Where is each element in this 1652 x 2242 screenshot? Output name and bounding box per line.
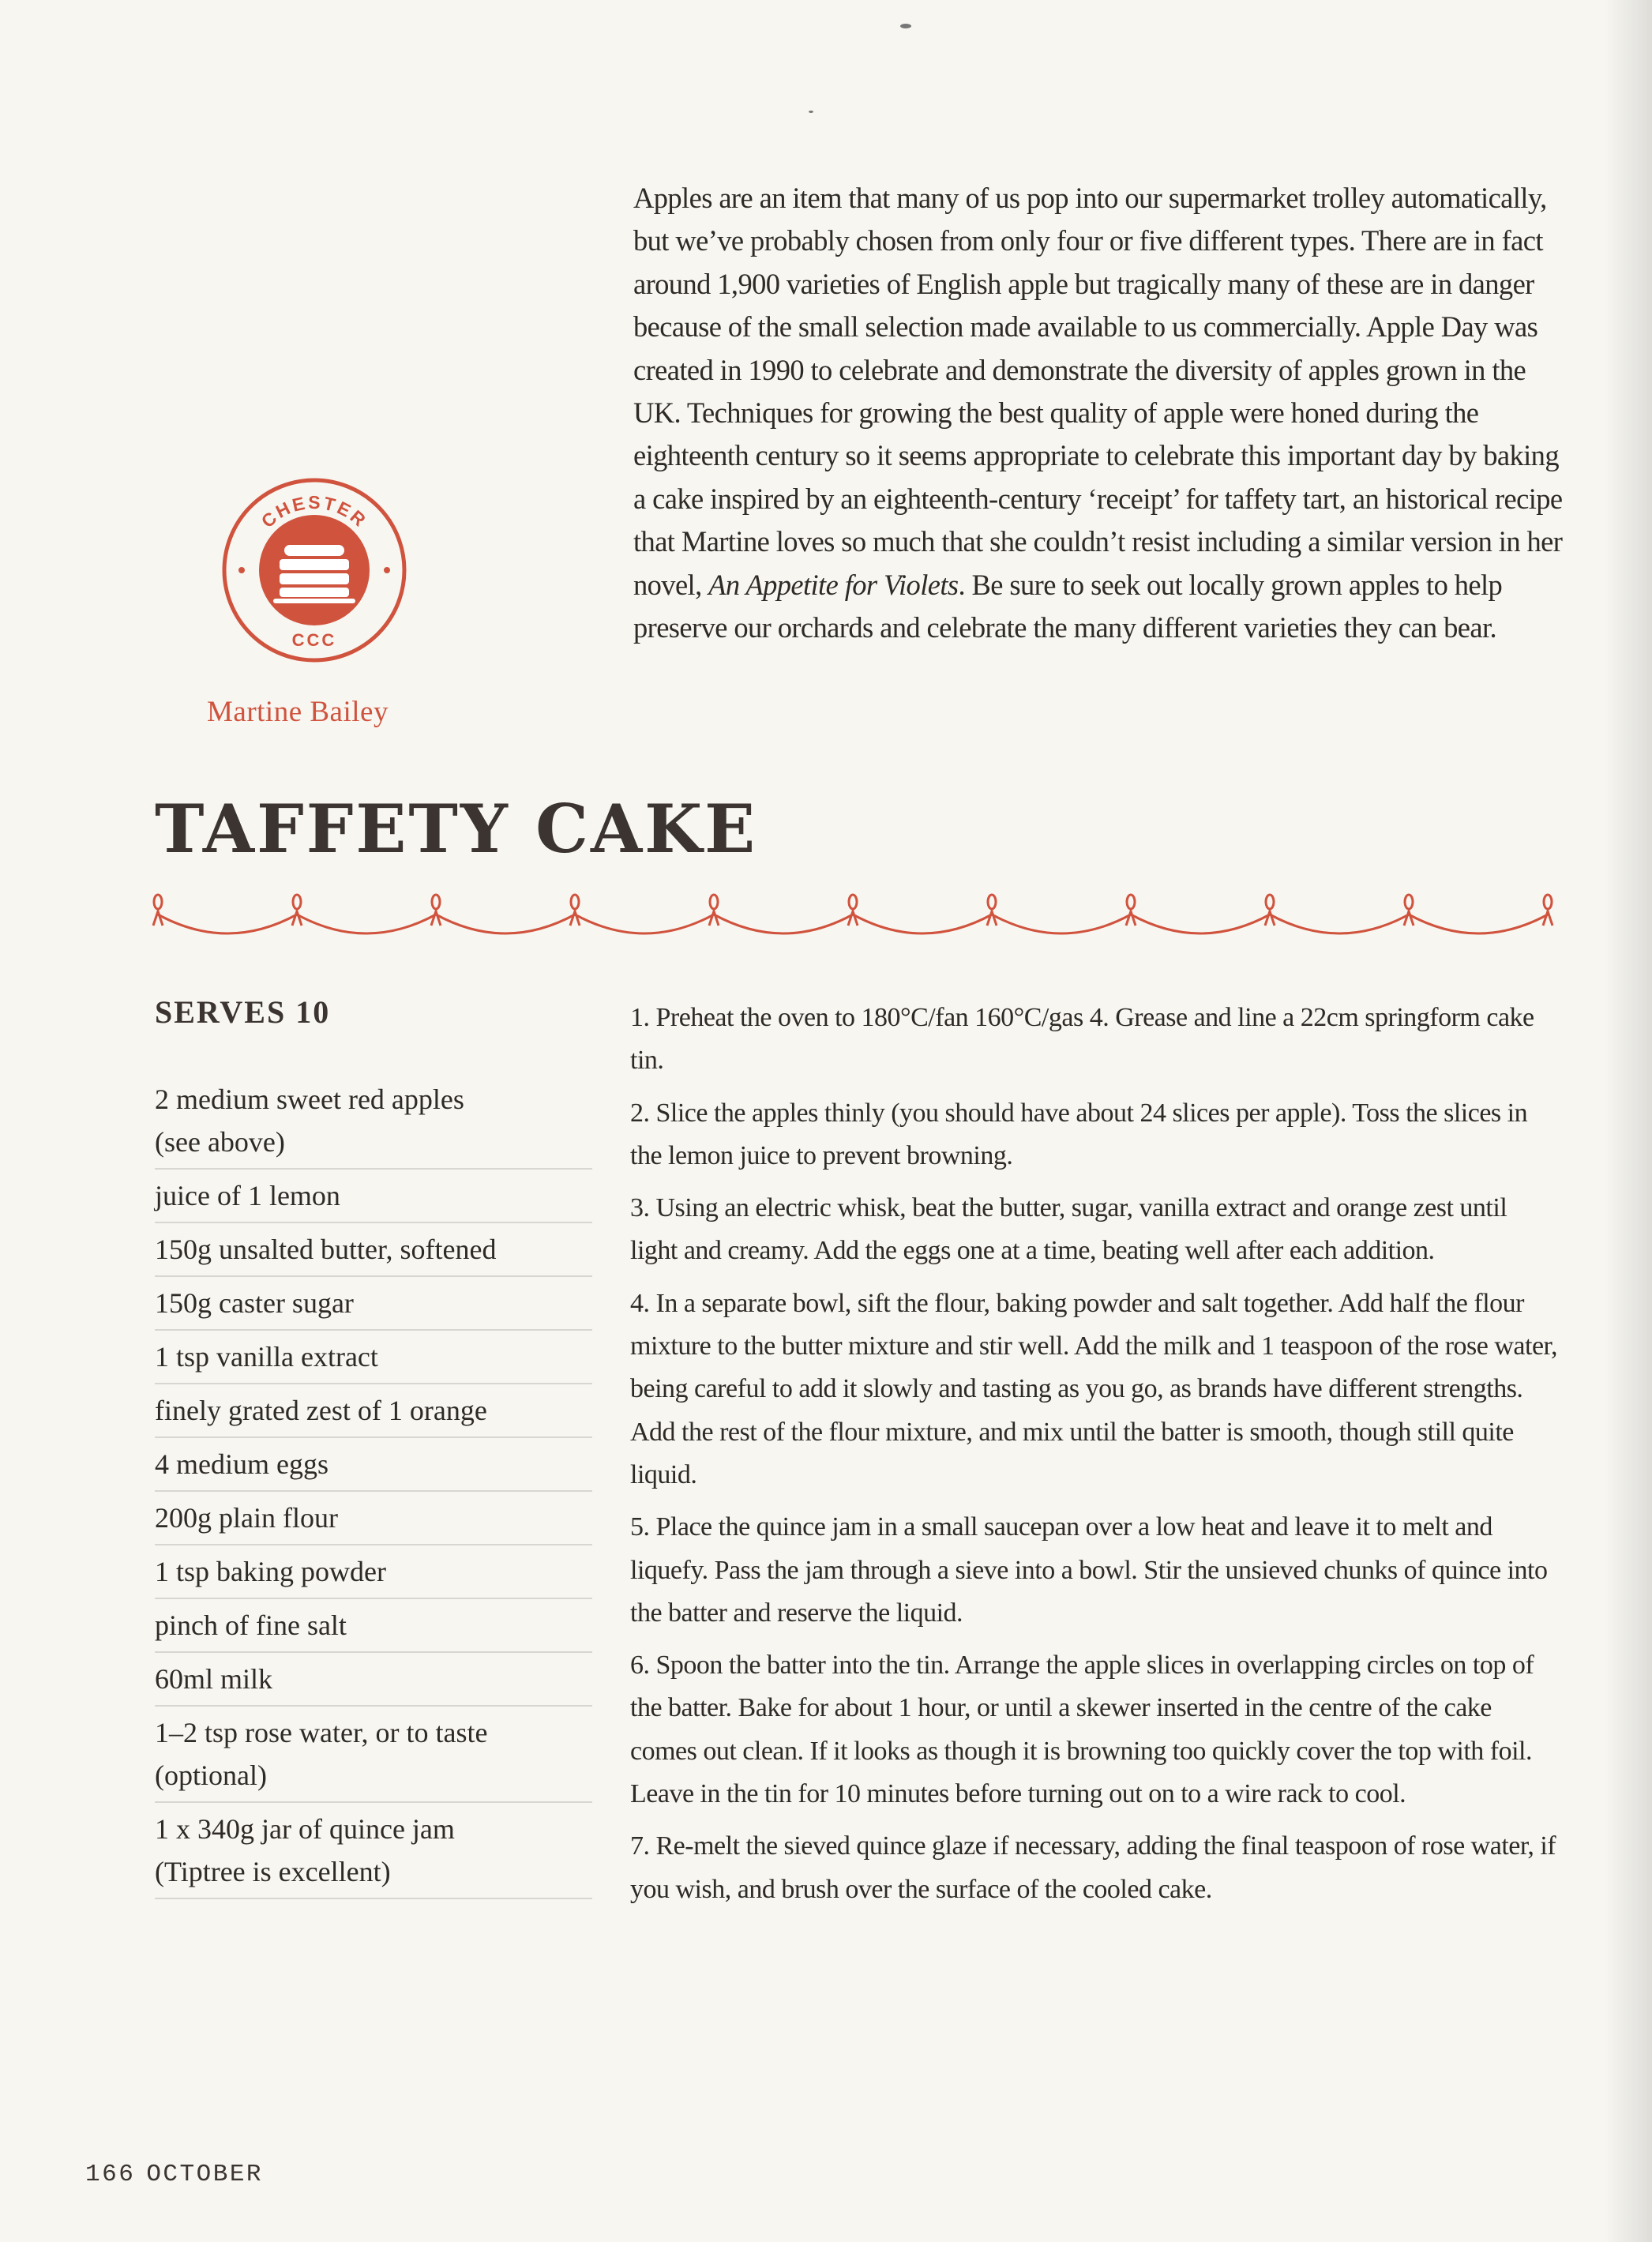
ingredient-line: finely grated zest of 1 orange	[155, 1395, 487, 1426]
ingredient-item	[155, 1228, 592, 1277]
paper-speck	[809, 111, 813, 113]
ingredient-line: (optional)	[155, 1759, 267, 1791]
method-step	[630, 1282, 1559, 1497]
ingredient-line: 1 tsp vanilla extract	[155, 1341, 378, 1373]
method-list	[630, 997, 1559, 1921]
ingredient-line: 200g plain flour	[155, 1502, 338, 1534]
garland-knot	[1404, 895, 1414, 926]
badge-top-text: CHESTER	[257, 491, 372, 532]
garland-knot	[1265, 895, 1275, 926]
step-number: 3.	[630, 1193, 650, 1223]
section-name: OCTOBER	[146, 2161, 264, 2188]
garland-knot	[1126, 895, 1136, 926]
garland-knot	[709, 895, 719, 926]
step-text: Re-melt the sieved quince glaze if necessary, adding the final teaspoon of rose water, if you wish, and brush over the surface of the cooled cake.	[630, 1831, 1556, 1904]
step-number: 5.	[630, 1512, 650, 1542]
step-text: Slice the apples thinly (you should have about 24 slices per apple). Toss the slices in the lemon juice to prevent browning.	[630, 1098, 1528, 1170]
garland-knot	[292, 895, 302, 926]
page-number: 166	[85, 2161, 136, 2188]
ingredient-item	[155, 1335, 592, 1384]
step-text: Spoon the batter into the tin. Arrange the apple slices in overlapping circles on top of the batter. Bake for about 1 hour, or until a skewer inserted in the centre of the cake comes out clean. If it looks as though it is browning too quickly cover the top with foil. Leave in the tin for 10 minutes before turning out on to a wire rack to cool.	[630, 1651, 1534, 1809]
ingredient-item	[155, 1711, 592, 1803]
garland-divider	[150, 891, 1556, 954]
book-title: An Appetite for Violets	[708, 568, 959, 601]
ingredient-line: 60ml milk	[155, 1663, 273, 1695]
method-step	[630, 1644, 1559, 1816]
page-footer	[85, 2161, 263, 2188]
step-number: 2.	[630, 1098, 650, 1128]
garland-knot	[1543, 895, 1553, 926]
garland-knot	[153, 895, 163, 926]
ingredient-line: 150g unsalted butter, softened	[155, 1234, 497, 1265]
layer-cake-icon	[273, 545, 355, 603]
ingredient-line: pinch of fine salt	[155, 1609, 347, 1641]
ingredient-line: 1–2 tsp rose water, or to taste	[155, 1717, 488, 1748]
ingredient-line: juice of 1 lemon	[155, 1180, 340, 1211]
step-text: In a separate bowl, sift the flour, baking powder and salt together. Add half the flour mixture to the butter mixture and stir well. Add the milk and 1 teaspoon of the rose water, being careful to add it slowly and tasting as you go, as brands have different strengths. Add the rest of the flour mixture, and mix until the batter is smooth, though still quite liquid.	[630, 1288, 1558, 1489]
ingredient-line: (see above)	[155, 1126, 285, 1158]
ingredient-item	[155, 1174, 592, 1223]
garland-knot	[987, 895, 997, 926]
recipe-title: TAFFETY CAKE	[155, 790, 758, 868]
ingredient-line: (Tiptree is excellent)	[155, 1856, 391, 1887]
ingredient-line: 2 medium sweet red apples	[155, 1083, 464, 1115]
ingredient-item	[155, 1443, 592, 1492]
ingredient-line: 1 x 340g jar of quince jam	[155, 1813, 455, 1845]
step-number: 4.	[630, 1288, 650, 1318]
ingredient-item	[155, 1497, 592, 1545]
garland-knot	[848, 895, 858, 926]
author-name: Martine Bailey	[207, 696, 389, 728]
garland-knot	[570, 895, 580, 926]
ingredient-item	[155, 1604, 592, 1653]
step-number: 1.	[630, 1003, 650, 1032]
ingredient-item	[155, 1808, 592, 1899]
ingredient-item	[155, 1389, 592, 1438]
method-step	[630, 1187, 1559, 1273]
intro-paragraph	[633, 177, 1573, 649]
ingredient-item	[155, 1658, 592, 1707]
method-step	[630, 1825, 1559, 1911]
serves-heading: SERVES 10	[155, 994, 331, 1030]
method-step	[630, 1506, 1559, 1635]
step-text: Using an electric whisk, beat the butter, sugar, vanilla extract and orange zest until light and creamy. Add the eggs one at a time, beating well after each addition.	[630, 1193, 1507, 1266]
badge-bottom-text: CCC	[291, 630, 337, 650]
ingredient-line: 150g caster sugar	[155, 1287, 354, 1319]
ingredients-list	[155, 1078, 592, 1904]
ingredient-item	[155, 1550, 592, 1599]
step-number: 6.	[630, 1651, 650, 1681]
step-number: 7.	[630, 1831, 650, 1861]
step-text: Preheat the oven to 180°C/fan 160°C/gas 4. Grease and line a 22cm springform cake tin.	[630, 1003, 1534, 1076]
page-edge-shadow	[1605, 0, 1652, 2242]
method-step	[630, 997, 1559, 1083]
ingredient-line: 1 tsp baking powder	[155, 1556, 386, 1587]
intro-text-end: . Be sure to seek out locally grown apples to help preserve our orchards and celebrate the many different varieties they can bear.	[633, 568, 1503, 644]
chester-ccc-badge	[221, 477, 407, 663]
ingredient-line: 4 medium eggs	[155, 1448, 329, 1480]
step-text: Place the quince jam in a small saucepan over a low heat and leave it to melt and liquefy. Pass the jam through a sieve into a bowl. Stir the unsieved chunks of quince into the batter and reserve the liquid.	[630, 1512, 1548, 1628]
method-step	[630, 1092, 1559, 1178]
ingredient-item	[155, 1282, 592, 1331]
paper-speck	[900, 24, 911, 28]
garland-knot	[431, 895, 441, 926]
ingredient-item	[155, 1078, 592, 1170]
intro-text: Apples are an item that many of us pop into our supermarket trolley automatically, but we’ve probably chosen from only four or five different types. There are in fact around 1,900 varieties of English apple but tragically many of these are in danger because of the small selection made available to us commercially. Apple Day was created in 1990 to celebrate and demonstrate the diversity of apples grown in the UK. Techniques for growing the best quality of apple were honed during the eighteenth century so it seems appropriate to celebrate this important day by baking a cake inspired by an eighteenth-century ‘receipt’ for taffety tart, an historical recipe that Martine loves so much that she couldn’t resist including a similar version in her novel,	[633, 182, 1563, 601]
